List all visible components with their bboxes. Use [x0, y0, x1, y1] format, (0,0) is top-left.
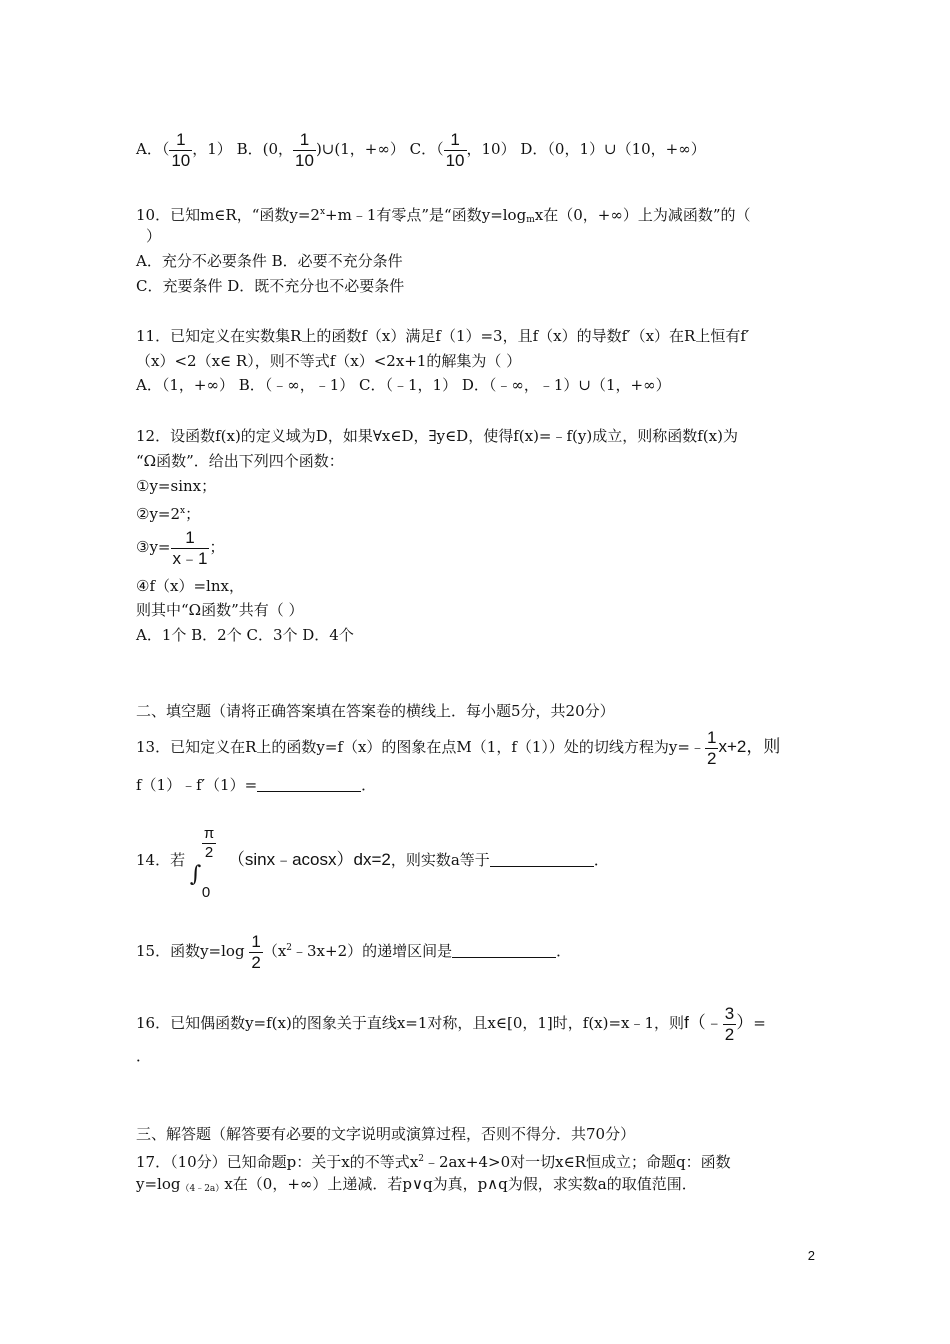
q12-item-3-end: ； [209, 538, 225, 556]
q14-line [136, 825, 609, 901]
q14-suffix: ，则实数a等于 [390, 851, 490, 869]
q16-line1 [136, 1000, 766, 1046]
fraction-numerator: 1 [293, 130, 316, 151]
q13-end: ． [361, 776, 377, 794]
q12-item-2-end: ； [185, 505, 201, 523]
q14-answer-blank[interactable] [490, 852, 594, 867]
q16-text-a: 16．已知偶函数y=f(x)的图象关于直线x=1对称，且x∈[0，1]时，f(x)=x﹣1，则 [136, 1014, 685, 1032]
q17-log-base: （4﹣2a） [180, 1184, 225, 1194]
q12-options: A．1个 B．2个 C．3个 D．4个 [136, 626, 354, 644]
q9-option-c-prefix: C．（ [409, 140, 444, 158]
fraction-denominator: 10 [171, 150, 191, 170]
fraction-numerator: 1 [171, 528, 210, 549]
q9-option-b-prefix: B．(0， [236, 140, 294, 158]
q9-option-a-fraction [169, 130, 192, 171]
q9-option-a-prefix: A．（ [136, 140, 170, 158]
q11-line2: （x）<2（x∈ R），则不等式f（x）<2x+1的解集为（ ） [136, 352, 522, 370]
q17-line1 [136, 1149, 731, 1172]
q12-item-3-fraction [171, 528, 210, 569]
q16-equals: = [753, 1014, 766, 1032]
q13-fraction [705, 728, 718, 769]
q9-option-d: D．（0，1）∪（10，+∞） [520, 140, 706, 158]
fraction-numerator: 1 [444, 130, 467, 151]
integral-symbol-icon: ∫ [189, 862, 202, 887]
q10-text-c: x在（0，+∞）上为减函数”的（ [534, 206, 751, 224]
fraction-denominator: 10 [295, 150, 314, 170]
q13-text-c: f（1）﹣f′（1）= [136, 776, 258, 794]
fraction-denominator: 2 [706, 748, 717, 768]
q14-prefix: 14．若 [136, 851, 186, 869]
q12-item-2-exponent: x [180, 506, 186, 516]
q12-line2: “Ω函数”．给出下列四个函数： [136, 452, 344, 470]
section-3-heading: 三、解答题（解答要有必要的文字说明或演算过程，否则不得分．共70分） [136, 1125, 636, 1143]
q12-item-3-text: ③y= [136, 538, 171, 556]
q10-line1 [136, 202, 751, 230]
q12-item-1: ①y=sinx； [136, 477, 217, 495]
q12-line1: 12．设函数f(x)的定义域为D，如果∀x∈D，∃y∈D，使得f(x)=﹣f(y)成立，则称函数f(x)为 [136, 427, 738, 445]
q15-prefix: 15．函数y=log [136, 942, 245, 960]
q10-line2: ） [146, 227, 162, 245]
q10-exponent: x [319, 207, 326, 217]
section-2-heading: 二、填空题（请将正确答案填在答案卷的横线上．每小题5分，共20分） [136, 702, 615, 720]
q10-text-a: 10．已知m∈R，“函数y=2 [136, 206, 320, 224]
q12-ask: 则其中“Ω函数”共有（ ） [136, 601, 304, 619]
q12-item-3 [136, 525, 224, 569]
integral-sign [189, 825, 228, 901]
q10-options-ab: A．充分不必要条件 B．必要不充分条件 [136, 252, 403, 270]
q11-options: A．（1，+∞） B．（﹣∞，﹣1） C．（﹣1，1） D．（﹣∞，﹣1）∪（1，+∞） [136, 376, 671, 394]
q15-answer-blank[interactable] [452, 943, 556, 958]
fraction-numerator: 1 [169, 130, 192, 151]
q15-arg-a: （x [262, 942, 287, 960]
q9-option-b-suffix: )∪(1，+∞） [315, 140, 405, 158]
fraction-denominator: 2 [251, 952, 261, 972]
fraction-denominator: 10 [445, 150, 465, 170]
fraction-numerator: 1 [251, 931, 261, 951]
q9-option-c-suffix: ，10） [466, 140, 516, 158]
q12-item-2 [136, 501, 200, 524]
q9-option-a-suffix: ，1） [192, 140, 232, 158]
q15-exponent: 2 [286, 943, 293, 953]
q13-text-a: 13．已知定义在R上的函数y=f（x）的图象在点M（1，f（1））处的切线方程为y=﹣ [136, 738, 705, 756]
q9-option-b-fraction [293, 130, 316, 171]
q17-line2 [136, 1174, 697, 1199]
q12-item-4: ④f（x）=lnx， [136, 577, 244, 595]
fraction-denominator: 2 [204, 844, 214, 861]
q10-log-base: m [526, 215, 535, 225]
q13-answer-blank[interactable] [257, 777, 361, 792]
fraction-numerator: 1 [706, 727, 717, 747]
q10-options-cd: C．充要条件 D．既不充分也不必要条件 [136, 277, 405, 295]
q13-line1 [136, 724, 780, 770]
q17-text-b: ﹣2ax+4>0对一切x∈R恒成立；命题q：函数 [423, 1153, 731, 1171]
q16-line2: ． [136, 1047, 152, 1065]
q13-line2 [136, 775, 376, 795]
q13-text-b: x+2，则 [718, 737, 781, 756]
fraction-numerator: π [203, 825, 215, 842]
fraction-numerator: 3 [724, 1003, 735, 1023]
q14-integrand: （sinx﹣acosx）dx=2 [227, 850, 391, 869]
q15-line [136, 925, 571, 974]
q17-text-d: x在（0，+∞）上递减．若p∨q为真，p∧q为假，求实数a的取值范围． [224, 1175, 697, 1193]
q17-text-c: y=log [136, 1175, 181, 1193]
q16-fx-b: ） [736, 1013, 754, 1032]
q15-arg-b: ﹣3x+2）的递增区间是 [292, 942, 453, 960]
fraction-denominator: 2 [724, 1024, 735, 1044]
q15-log-base-fraction [249, 932, 262, 973]
q16-fraction [723, 1004, 736, 1045]
integral-upper-limit [202, 825, 216, 862]
q11-line1: 11．已知定义在实数集R上的函数f（x）满足f（1）=3，且f（x）的导数f′（x）在R上恒有f′ [136, 327, 750, 345]
q9-option-c-fraction [444, 130, 467, 171]
q14-end: ． [593, 851, 609, 869]
fraction-denominator: x﹣1 [172, 548, 208, 568]
q12-item-2-text: ②y=2 [136, 505, 181, 523]
q17-text-a: 17．（10分）已知命题p：关于x的不等式x [136, 1153, 419, 1171]
page-number: 2 [807, 1248, 815, 1263]
q16-fx-a: f（﹣ [684, 1013, 723, 1032]
q15-end: ． [556, 942, 572, 960]
q10-text-b: +m﹣1有零点”是“函数y=log [325, 206, 527, 224]
q17-exponent: 2 [418, 1154, 424, 1164]
integral-lower-limit: 0 [201, 884, 211, 901]
q9-options [136, 126, 706, 172]
